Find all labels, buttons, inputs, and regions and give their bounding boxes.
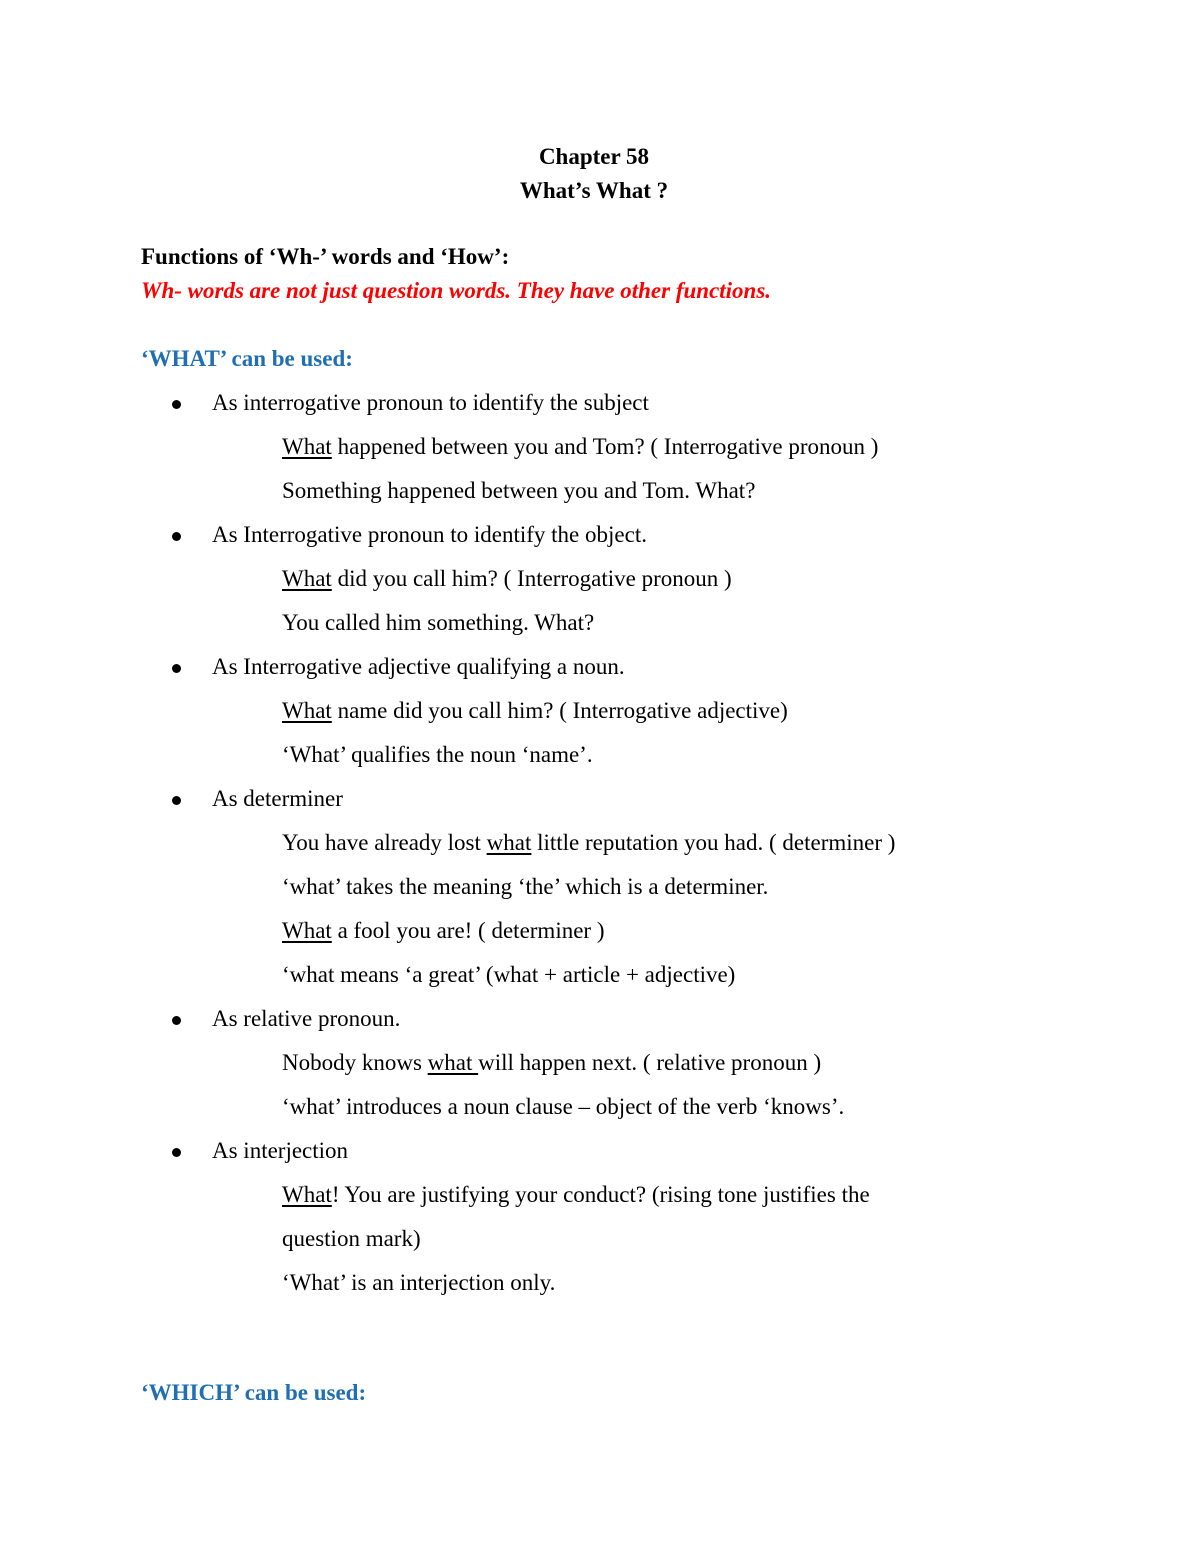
- bullet-dot-icon: [172, 400, 181, 409]
- example-line: You called him something. What?: [282, 610, 595, 635]
- document-page: Chapter 58 What’s What ? Functions of ‘Wh-’ words and ‘How’: Wh- words are not just question words. They have other functions. ‘WHAT’ can be used: As interrogative pronoun to identify the subject What happened between you and Tom? ( Interrogative pronoun ) Something happened between you and Tom. What? As Interrogative pronoun to identify the object. What did you call him? ( Interrogative pronoun ) You called him something. What? As Interrogative adjective qualifying a noun. What name did you call him? ( Interrogative adjective) ‘What’ qualifies the noun ‘name’. As determiner You have already lost what little reputation you had. ( determiner ) ‘what’ takes the meaning ‘the’ which is a determiner. What a fool you are! ( determiner ) ‘what means ‘a great’ (what + article + adjective) As relative pronoun. Nobody knows what will happen next. ( relative pronoun ) ‘what’ introduces a noun clause – object of the verb ‘knows’. As interjection What! You are justifying your conduct? (rising tone justifies the question mark) ‘What’ is an interjection only. ‘WHICH’ can be used:: [0, 0, 1200, 1553]
- bullet-dot-icon: [172, 796, 181, 805]
- example-line: You have already lost what little reputation you had. ( determiner ): [282, 830, 896, 855]
- bullet-dot-icon: [172, 532, 181, 541]
- example-line: Nobody knows what will happen next. ( relative pronoun ): [282, 1050, 822, 1075]
- bullet-dot-icon: [172, 664, 181, 673]
- chapter-number: Chapter 58: [538, 144, 650, 169]
- example-line: ‘What’ qualifies the noun ‘name’.: [282, 742, 593, 767]
- functions-heading: Functions of ‘Wh-’ words and ‘How’:: [141, 244, 510, 269]
- example-line: What name did you call him? ( Interrogative adjective): [282, 698, 788, 723]
- example-line: question mark): [282, 1226, 421, 1251]
- example-line: What a fool you are! ( determiner ): [282, 918, 605, 943]
- example-line: ‘what’ introduces a noun clause – object of the verb ‘knows’.: [282, 1094, 845, 1119]
- bullet-dot-icon: [172, 1016, 181, 1025]
- example-line: ‘What’ is an interjection only.: [282, 1270, 556, 1295]
- example-line: ‘what means ‘a great’ (what + article + adjective): [282, 962, 736, 987]
- intro-note: Wh- words are not just question words. They have other functions.: [141, 278, 772, 303]
- which-section-heading: ‘WHICH’ can be used:: [141, 1380, 367, 1405]
- example-line: What! You are justifying your conduct? (rising tone justifies the: [282, 1182, 870, 1207]
- chapter-title: What’s What ?: [519, 178, 669, 203]
- example-line: What happened between you and Tom? ( Interrogative pronoun ): [282, 434, 879, 459]
- bullet-dot-icon: [172, 1148, 181, 1157]
- example-line: What did you call him? ( Interrogative pronoun ): [282, 566, 732, 591]
- what-section-heading: ‘WHAT’ can be used:: [141, 346, 353, 371]
- example-line: Something happened between you and Tom. What?: [282, 478, 756, 503]
- example-line: ‘what’ takes the meaning ‘the’ which is a determiner.: [282, 874, 769, 899]
